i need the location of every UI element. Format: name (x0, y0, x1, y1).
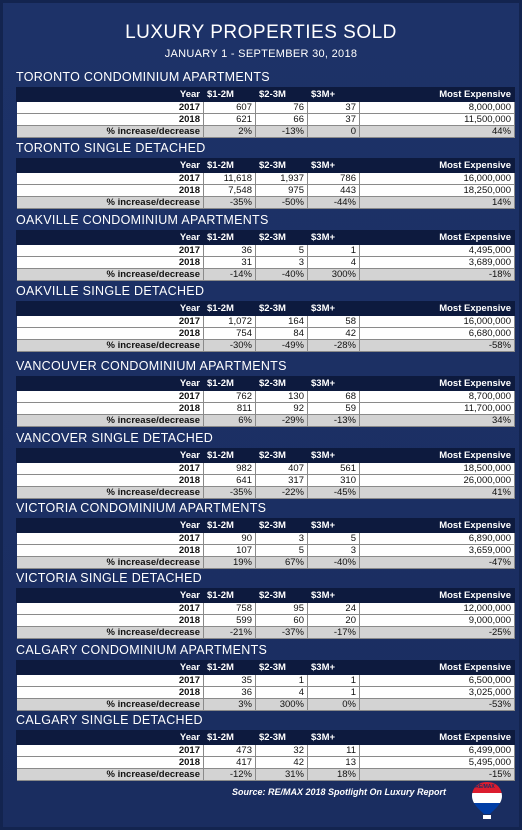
cell-1-2m: 982 (204, 463, 256, 475)
cell-2-3m: 975 (256, 185, 308, 197)
row-label: 2018 (17, 328, 204, 340)
row-label: % increase/decrease (17, 197, 204, 209)
cell-2-3m: -40% (256, 269, 308, 281)
cell-most-expensive: 3,689,000 (360, 257, 515, 269)
year-row (17, 545, 515, 557)
range-1-2m-header: $1-2M (204, 88, 256, 102)
row-label: % increase/decrease (17, 627, 204, 639)
year-row (17, 603, 515, 615)
cell-3m-plus: 13 (308, 757, 360, 769)
row-label: 2017 (17, 603, 204, 615)
range-3m-plus-header: $3M+ (308, 377, 360, 391)
year-row (17, 328, 515, 340)
cell-3m-plus: 300% (308, 269, 360, 281)
cell-most-expensive: 3,659,000 (360, 545, 515, 557)
row-label: % increase/decrease (17, 557, 204, 569)
section-table (16, 230, 515, 281)
range-3m-plus-header: $3M+ (308, 519, 360, 533)
change-row (17, 269, 515, 281)
year-row (17, 463, 515, 475)
row-label: 2017 (17, 675, 204, 687)
most-expensive-header: Most Expensive (360, 302, 515, 316)
cell-most-expensive: -25% (360, 627, 515, 639)
row-label: 2018 (17, 114, 204, 126)
change-row (17, 627, 515, 639)
cell-1-2m: 11,618 (204, 173, 256, 185)
range-2-3m-header: $2-3M (256, 159, 308, 173)
cell-2-3m: 3 (256, 257, 308, 269)
cell-most-expensive: 11,700,000 (360, 403, 515, 415)
change-row (17, 415, 515, 427)
cell-most-expensive: 4,495,000 (360, 245, 515, 257)
cell-1-2m: 607 (204, 102, 256, 114)
range-2-3m-header: $2-3M (256, 377, 308, 391)
table-header-row (17, 302, 515, 316)
cell-2-3m: 164 (256, 316, 308, 328)
cell-3m-plus: 59 (308, 403, 360, 415)
section-table (16, 518, 515, 569)
row-label: 2018 (17, 545, 204, 557)
cell-1-2m: 35 (204, 675, 256, 687)
cell-3m-plus: 42 (308, 328, 360, 340)
cell-most-expensive: 6,680,000 (360, 328, 515, 340)
cell-most-expensive: 12,000,000 (360, 603, 515, 615)
table-header-row (17, 159, 515, 173)
cell-1-2m: -14% (204, 269, 256, 281)
cell-2-3m: 1,937 (256, 173, 308, 185)
cell-1-2m: 417 (204, 757, 256, 769)
cell-most-expensive: 44% (360, 126, 515, 138)
cell-3m-plus: 4 (308, 257, 360, 269)
year-header: Year (17, 159, 204, 173)
cell-3m-plus: 1 (308, 245, 360, 257)
cell-3m-plus: 37 (308, 114, 360, 126)
change-row (17, 126, 515, 138)
cell-most-expensive: 18,500,000 (360, 463, 515, 475)
cell-2-3m: -29% (256, 415, 308, 427)
cell-3m-plus: -28% (308, 340, 360, 352)
cell-3m-plus: 0% (308, 699, 360, 711)
row-label: 2018 (17, 257, 204, 269)
cell-3m-plus: -13% (308, 415, 360, 427)
cell-2-3m: 4 (256, 687, 308, 699)
row-label: 2017 (17, 533, 204, 545)
cell-2-3m: 76 (256, 102, 308, 114)
row-label: 2017 (17, 102, 204, 114)
cell-2-3m: 1 (256, 675, 308, 687)
cell-3m-plus: 786 (308, 173, 360, 185)
range-2-3m-header: $2-3M (256, 519, 308, 533)
range-1-2m-header: $1-2M (204, 231, 256, 245)
cell-most-expensive: 14% (360, 197, 515, 209)
cell-2-3m: 130 (256, 391, 308, 403)
cell-3m-plus: 18% (308, 769, 360, 781)
cell-most-expensive: 16,000,000 (360, 173, 515, 185)
cell-1-2m: -35% (204, 487, 256, 499)
cell-most-expensive: 18,250,000 (360, 185, 515, 197)
cell-3m-plus: -45% (308, 487, 360, 499)
cell-3m-plus: 561 (308, 463, 360, 475)
cell-3m-plus: 58 (308, 316, 360, 328)
year-header: Year (17, 449, 204, 463)
year-header: Year (17, 302, 204, 316)
cell-1-2m: 36 (204, 687, 256, 699)
most-expensive-header: Most Expensive (360, 589, 515, 603)
range-3m-plus-header: $3M+ (308, 589, 360, 603)
range-1-2m-header: $1-2M (204, 589, 256, 603)
cell-3m-plus: 1 (308, 675, 360, 687)
row-label: 2018 (17, 185, 204, 197)
section-title: CALGARY SINGLE DETACHED (16, 713, 203, 727)
year-row (17, 403, 515, 415)
year-header: Year (17, 231, 204, 245)
cell-1-2m: 36 (204, 245, 256, 257)
cell-1-2m: 621 (204, 114, 256, 126)
section-title: TORONTO CONDOMINIUM APARTMENTS (16, 70, 270, 84)
cell-3m-plus: 68 (308, 391, 360, 403)
range-2-3m-header: $2-3M (256, 231, 308, 245)
cell-2-3m: 407 (256, 463, 308, 475)
row-label: % increase/decrease (17, 126, 204, 138)
range-1-2m-header: $1-2M (204, 159, 256, 173)
section-title: VICTORIA SINGLE DETACHED (16, 571, 202, 585)
cell-2-3m: 5 (256, 245, 308, 257)
row-label: 2017 (17, 173, 204, 185)
range-2-3m-header: $2-3M (256, 88, 308, 102)
cell-3m-plus: -17% (308, 627, 360, 639)
year-header: Year (17, 519, 204, 533)
cell-3m-plus: 0 (308, 126, 360, 138)
year-row (17, 245, 515, 257)
most-expensive-header: Most Expensive (360, 731, 515, 745)
cell-2-3m: 32 (256, 745, 308, 757)
cell-2-3m: 5 (256, 545, 308, 557)
year-header: Year (17, 731, 204, 745)
row-label: 2018 (17, 475, 204, 487)
most-expensive-header: Most Expensive (360, 88, 515, 102)
section-title: VANCOUVER CONDOMINIUM APARTMENTS (16, 359, 287, 373)
row-label: 2017 (17, 316, 204, 328)
table-header-row (17, 731, 515, 745)
section-title: OAKVILLE CONDOMINIUM APARTMENTS (16, 213, 269, 227)
range-3m-plus-header: $3M+ (308, 159, 360, 173)
cell-1-2m: 758 (204, 603, 256, 615)
cell-3m-plus: 11 (308, 745, 360, 757)
row-label: % increase/decrease (17, 269, 204, 281)
section-table (16, 730, 515, 781)
most-expensive-header: Most Expensive (360, 231, 515, 245)
cell-2-3m: 92 (256, 403, 308, 415)
table-header-row (17, 231, 515, 245)
table-header-row (17, 519, 515, 533)
cell-3m-plus: 3 (308, 545, 360, 557)
cell-3m-plus: 37 (308, 102, 360, 114)
cell-most-expensive: 5,495,000 (360, 757, 515, 769)
section-table (16, 660, 515, 711)
range-2-3m-header: $2-3M (256, 589, 308, 603)
section-table (16, 448, 515, 499)
year-header: Year (17, 88, 204, 102)
row-label: 2018 (17, 615, 204, 627)
cell-2-3m: 31% (256, 769, 308, 781)
section-title: VANCOVER SINGLE DETACHED (16, 431, 214, 445)
change-row (17, 699, 515, 711)
table-header-row (17, 88, 515, 102)
cell-1-2m: 31 (204, 257, 256, 269)
row-label: 2018 (17, 687, 204, 699)
most-expensive-header: Most Expensive (360, 661, 515, 675)
cell-2-3m: 67% (256, 557, 308, 569)
cell-1-2m: 19% (204, 557, 256, 569)
cell-most-expensive: -53% (360, 699, 515, 711)
range-1-2m-header: $1-2M (204, 377, 256, 391)
cell-most-expensive: 6,500,000 (360, 675, 515, 687)
cell-1-2m: 762 (204, 391, 256, 403)
row-label: % increase/decrease (17, 699, 204, 711)
cell-most-expensive: -47% (360, 557, 515, 569)
range-3m-plus-header: $3M+ (308, 88, 360, 102)
cell-1-2m: 3% (204, 699, 256, 711)
section-table (16, 158, 515, 209)
cell-2-3m: 60 (256, 615, 308, 627)
table-header-row (17, 589, 515, 603)
section-table (16, 588, 515, 639)
range-2-3m-header: $2-3M (256, 302, 308, 316)
range-3m-plus-header: $3M+ (308, 302, 360, 316)
range-3m-plus-header: $3M+ (308, 231, 360, 245)
cell-1-2m: 599 (204, 615, 256, 627)
change-row (17, 487, 515, 499)
cell-2-3m: 95 (256, 603, 308, 615)
cell-3m-plus: 5 (308, 533, 360, 545)
cell-1-2m: 641 (204, 475, 256, 487)
year-row (17, 675, 515, 687)
year-row (17, 102, 515, 114)
cell-3m-plus: 310 (308, 475, 360, 487)
section-table (16, 376, 515, 427)
year-row (17, 114, 515, 126)
table-header-row (17, 377, 515, 391)
cell-1-2m: 90 (204, 533, 256, 545)
cell-most-expensive: 6,499,000 (360, 745, 515, 757)
year-row (17, 185, 515, 197)
cell-1-2m: -30% (204, 340, 256, 352)
year-row (17, 391, 515, 403)
page-title: LUXURY PROPERTIES SOLD (125, 22, 397, 43)
cell-2-3m: -37% (256, 627, 308, 639)
most-expensive-header: Most Expensive (360, 449, 515, 463)
cell-most-expensive: 8,700,000 (360, 391, 515, 403)
cell-3m-plus: 1 (308, 687, 360, 699)
change-row (17, 769, 515, 781)
section-table (16, 87, 515, 138)
year-row (17, 257, 515, 269)
page-subtitle: JANUARY 1 - SEPTEMBER 30, 2018 (164, 48, 358, 60)
cell-2-3m: -13% (256, 126, 308, 138)
cell-1-2m: 7,548 (204, 185, 256, 197)
row-label: % increase/decrease (17, 487, 204, 499)
most-expensive-header: Most Expensive (360, 377, 515, 391)
cell-3m-plus: -44% (308, 197, 360, 209)
remax-logo-text: RE/MAX (475, 784, 495, 790)
cell-1-2m: 6% (204, 415, 256, 427)
cell-most-expensive: 11,500,000 (360, 114, 515, 126)
cell-2-3m: 66 (256, 114, 308, 126)
row-label: 2018 (17, 757, 204, 769)
cell-2-3m: 300% (256, 699, 308, 711)
cell-most-expensive: 41% (360, 487, 515, 499)
year-row (17, 475, 515, 487)
range-1-2m-header: $1-2M (204, 519, 256, 533)
year-header: Year (17, 377, 204, 391)
section-title: OAKVILLE SINGLE DETACHED (16, 284, 205, 298)
row-label: 2018 (17, 403, 204, 415)
row-label: % increase/decrease (17, 415, 204, 427)
range-2-3m-header: $2-3M (256, 731, 308, 745)
range-3m-plus-header: $3M+ (308, 661, 360, 675)
cell-most-expensive: 8,000,000 (360, 102, 515, 114)
cell-most-expensive: 16,000,000 (360, 316, 515, 328)
cell-2-3m: -49% (256, 340, 308, 352)
range-1-2m-header: $1-2M (204, 449, 256, 463)
cell-1-2m: 2% (204, 126, 256, 138)
range-2-3m-header: $2-3M (256, 661, 308, 675)
cell-2-3m: 42 (256, 757, 308, 769)
cell-most-expensive: 6,890,000 (360, 533, 515, 545)
cell-most-expensive: 26,000,000 (360, 475, 515, 487)
year-header: Year (17, 661, 204, 675)
row-label: % increase/decrease (17, 340, 204, 352)
source-note: Source: RE/MAX 2018 Spotlight On Luxury Report (232, 787, 447, 797)
section-title: TORONTO SINGLE DETACHED (16, 141, 206, 155)
most-expensive-header: Most Expensive (360, 159, 515, 173)
year-row (17, 687, 515, 699)
cell-3m-plus: 20 (308, 615, 360, 627)
range-3m-plus-header: $3M+ (308, 731, 360, 745)
cell-1-2m: -35% (204, 197, 256, 209)
cell-1-2m: 1,072 (204, 316, 256, 328)
row-label: 2017 (17, 391, 204, 403)
table-header-row (17, 661, 515, 675)
range-3m-plus-header: $3M+ (308, 449, 360, 463)
section-title: CALGARY CONDOMINIUM APARTMENTS (16, 643, 268, 657)
year-row (17, 173, 515, 185)
cell-3m-plus: -40% (308, 557, 360, 569)
cell-most-expensive: -58% (360, 340, 515, 352)
cell-1-2m: 107 (204, 545, 256, 557)
cell-1-2m: 811 (204, 403, 256, 415)
cell-2-3m: 317 (256, 475, 308, 487)
year-row (17, 745, 515, 757)
year-row (17, 533, 515, 545)
cell-3m-plus: 443 (308, 185, 360, 197)
range-2-3m-header: $2-3M (256, 449, 308, 463)
cell-most-expensive: 9,000,000 (360, 615, 515, 627)
change-row (17, 340, 515, 352)
section-table (16, 301, 515, 352)
row-label: 2017 (17, 745, 204, 757)
most-expensive-header: Most Expensive (360, 519, 515, 533)
section-title: VICTORIA CONDOMINIUM APARTMENTS (16, 501, 267, 515)
cell-1-2m: -12% (204, 769, 256, 781)
cell-3m-plus: 24 (308, 603, 360, 615)
cell-2-3m: 84 (256, 328, 308, 340)
change-row (17, 197, 515, 209)
cell-1-2m: -21% (204, 627, 256, 639)
cell-1-2m: 473 (204, 745, 256, 757)
year-row (17, 316, 515, 328)
row-label: % increase/decrease (17, 769, 204, 781)
year-row (17, 757, 515, 769)
cell-2-3m: -22% (256, 487, 308, 499)
range-1-2m-header: $1-2M (204, 731, 256, 745)
cell-2-3m: -50% (256, 197, 308, 209)
cell-most-expensive: 3,025,000 (360, 687, 515, 699)
year-header: Year (17, 589, 204, 603)
cell-most-expensive: 34% (360, 415, 515, 427)
range-1-2m-header: $1-2M (204, 302, 256, 316)
row-label: 2017 (17, 463, 204, 475)
change-row (17, 557, 515, 569)
row-label: 2017 (17, 245, 204, 257)
year-row (17, 615, 515, 627)
table-header-row (17, 449, 515, 463)
cell-1-2m: 754 (204, 328, 256, 340)
range-1-2m-header: $1-2M (204, 661, 256, 675)
cell-2-3m: 3 (256, 533, 308, 545)
cell-most-expensive: -18% (360, 269, 515, 281)
cell-most-expensive: -15% (360, 769, 515, 781)
